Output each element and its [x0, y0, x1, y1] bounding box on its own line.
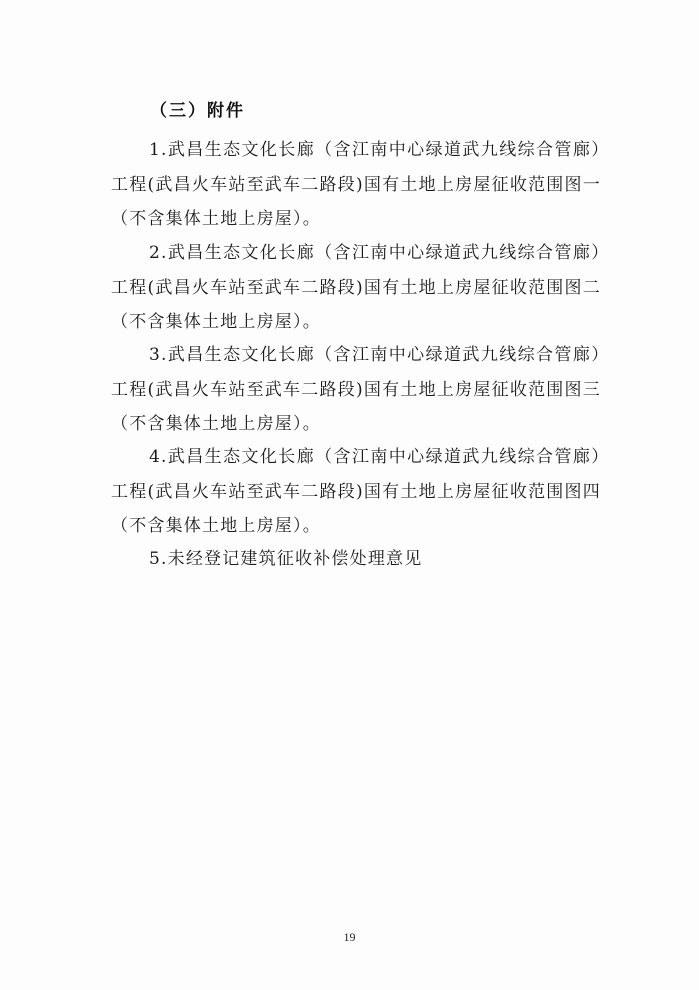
- section-heading: （三）附件: [150, 101, 245, 121]
- attachment-item-3: 3.武昌生态文化长廊（含江南中心绿道武九线综合管廊）工程(武昌火车站至武车二路段)国有土地上房屋征收范围图三（不含集体土地上房屋）。: [111, 345, 601, 434]
- page-number: 19: [343, 930, 356, 944]
- attachment-item-5: 5.未经登记建筑征收补偿处理意见: [149, 549, 423, 569]
- attachment-item-2: 2.武昌生态文化长廊（含江南中心绿道武九线综合管廊）工程(武昌火车站至武车二路段)国有土地上房屋征收范围图二（不含集体土地上房屋）。: [111, 243, 601, 332]
- attachment-item-4: 4.武昌生态文化长廊（含江南中心绿道武九线综合管廊）工程(武昌火车站至武车二路段)国有土地上房屋征收范围图四（不含集体土地上房屋）。: [111, 447, 601, 536]
- attachment-item-1: 1.武昌生态文化长廊（含江南中心绿道武九线综合管廊）工程(武昌火车站至武车二路段)国有土地上房屋征收范围图一（不含集体土地上房屋）。: [111, 140, 601, 229]
